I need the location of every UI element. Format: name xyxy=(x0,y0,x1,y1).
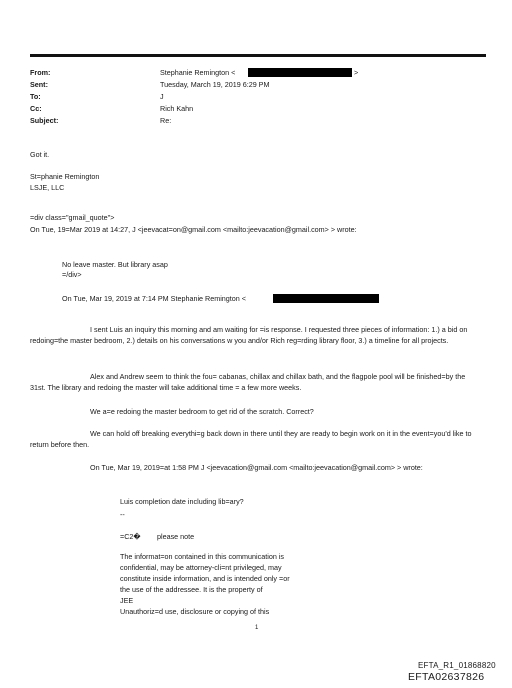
redaction-bar xyxy=(248,68,352,77)
header-rule xyxy=(30,54,486,57)
redaction-bar xyxy=(273,294,379,303)
encoding-artifact: =C2� xyxy=(120,532,141,541)
reply-1-line-2: =/div> xyxy=(62,270,82,279)
paragraph-hold-off: We can hold off breaking everythi=g back down in there until they are ready to begin work on it in the event=you'd like to return before then. xyxy=(30,429,472,449)
disclaimer-line: Unauthoriz=d use, disclosure or copying of this xyxy=(120,607,270,616)
quote-header-1: On Tue, 19=Mar 2019 at 14:27, J <jeevacat=on@gmail.com <mailto:jeevacation@gmail.com> > wrote: xyxy=(30,225,357,234)
from-value: Stephanie Remington < xyxy=(160,68,236,77)
quote-header-3: On Tue, Mar 19, 2019=at 1:58 PM J <jeevacation@gmail.com <mailto:jeevacation@gmail.com> > wrote: xyxy=(90,463,423,472)
reply-1-line-1: No leave master. But library asap xyxy=(62,260,168,269)
from-label: From: xyxy=(30,68,51,77)
disclaimer-line: confidential, may be attorney-cli=nt privileged, may xyxy=(120,563,282,572)
sent-label: Sent: xyxy=(30,80,48,89)
to-label: To: xyxy=(30,92,41,101)
paragraph-inquiry: I sent Luis an inquiry this morning and am waiting for =is response. I requested three pieces of information: 1.) a bid on redoing=the master bedroom, 2.) details on his conversations w you and/or Rich reg=rding library floor, 3.) a timeline for all projects. xyxy=(30,325,468,345)
from-tail: > xyxy=(354,68,359,77)
cc-value: Rich Kahn xyxy=(160,104,194,113)
quote-header-2: On Tue, Mar 19, 2019 at 7:14 PM Stephanie Remington < xyxy=(62,294,246,303)
document-id-secondary: EFTA02637826 xyxy=(408,671,485,683)
to-value: J xyxy=(160,92,164,101)
signature-company: LSJE, LLC xyxy=(30,183,65,192)
subject-value: Re: xyxy=(160,116,172,125)
disclaimer-line: The informat=on contained in this communication is xyxy=(120,552,284,561)
please-note-text: please note xyxy=(157,532,195,541)
signature-name: St=phanie Remington xyxy=(30,172,100,181)
disclaimer-line: constitute inside information, and is intended only =or xyxy=(120,574,290,583)
paragraph-cabanas: Alex and Andrew seem to think the fou= cabanas, chillax and chillax bath, and the flagpole pool will be finished=by the 31st. The library and redoing the master will take additional time = a few more weeks. xyxy=(30,372,466,392)
got-it-text: Got it. xyxy=(30,150,50,159)
cc-label: Cc: xyxy=(30,104,42,113)
subject-label: Subject: xyxy=(30,116,59,125)
paragraph-master-bedroom: We a=e redoing the master bedroom to get rid of the scratch. Correct? xyxy=(90,407,314,416)
separator-dashes: -- xyxy=(120,510,125,519)
disclaimer-line: the use of the addressee. It is the property of xyxy=(120,585,263,594)
page-number: 1 xyxy=(255,625,259,631)
div-quote-text: =div class="gmail_quote"> xyxy=(30,213,115,222)
document-id-primary: EFTA_R1_01868820 xyxy=(418,661,496,670)
luis-question: Luis completion date including lib=ary? xyxy=(120,497,244,506)
disclaimer-line: JEE xyxy=(120,596,134,605)
sent-value: Tuesday, March 19, 2019 6:29 PM xyxy=(160,80,270,89)
